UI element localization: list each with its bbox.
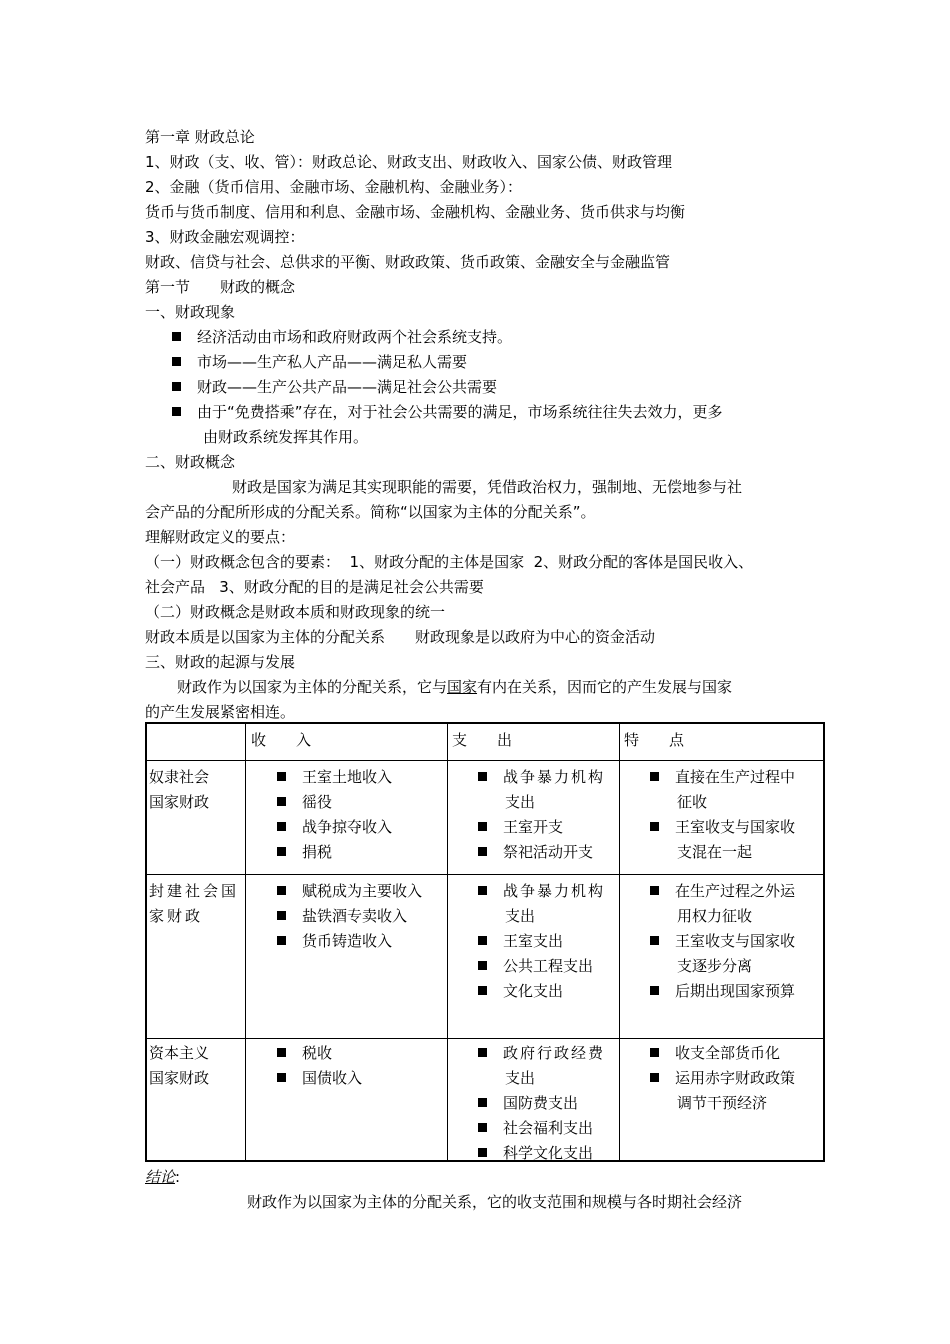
- table-item: 盐铁酒专卖收入: [277, 904, 407, 929]
- table-item: 货币铸造收入: [277, 929, 392, 954]
- bullet-square-icon: [478, 986, 487, 995]
- bullet-square-icon: [478, 772, 487, 781]
- text-line: （二）财政概念是财政本质和财政现象的统一: [145, 603, 446, 621]
- table-item: 支出: [505, 907, 536, 925]
- bullet-square-icon: [650, 822, 659, 831]
- table-item: 税收: [277, 1041, 332, 1066]
- text-line: 1、财政（支、收、管）：财政总论、财政支出、财政收入、国家公债、财政管理: [145, 153, 673, 171]
- table-item: 科学文化支出: [478, 1141, 593, 1166]
- table-item: 直接在生产过程中: [650, 765, 795, 790]
- table-item: 王室开支: [478, 815, 563, 840]
- bullet-item: 财政——生产公共产品——满足社会公共需要: [172, 378, 497, 396]
- text-line: 2、金融（货币信用、金融市场、金融机构、金融业务）：: [145, 178, 523, 196]
- text-line: 社会产品 3、财政分配的目的是满足社会公共需要: [145, 578, 484, 596]
- bullet-item: 经济活动由市场和政府财政两个社会系统支持。: [172, 328, 512, 346]
- bullet-square-icon: [478, 1123, 487, 1132]
- bullet-square-icon: [277, 772, 286, 781]
- table-item: 文化支出: [478, 979, 563, 1004]
- table-item: 征收: [677, 793, 708, 811]
- bullet-square-icon: [277, 936, 286, 945]
- bullet-square-icon: [172, 407, 181, 416]
- table-item: 社会福利支出: [478, 1116, 593, 1141]
- column-header: 特 点: [624, 731, 685, 749]
- table-item: 战争暴力机构: [478, 879, 605, 904]
- heading: 二、财政概念: [145, 453, 236, 471]
- text-line: 财政是国家为满足其实现职能的需要，凭借政治权力，强制地、无偿地参与社: [232, 478, 743, 496]
- bullet-square-icon: [277, 911, 286, 920]
- table-item: 捐税: [277, 840, 332, 865]
- table-item: 战争掠夺收入: [277, 815, 392, 840]
- bullet-continuation: 由财政系统发挥其作用。: [203, 428, 369, 446]
- table-item: 战争暴力机构: [478, 765, 605, 790]
- text-line: 3、财政金融宏观调控：: [145, 228, 305, 246]
- text-line: 财政、信贷与社会、总供求的平衡、财政政策、货币政策、金融安全与金融监管: [145, 253, 671, 271]
- text-line: 财政作为以国家为主体的分配关系，它与国家有内在关系，因而它的产生发展与国家: [177, 678, 733, 696]
- bullet-square-icon: [277, 886, 286, 895]
- table-item: 徭役: [277, 790, 332, 815]
- bullet-square-icon: [277, 1073, 286, 1082]
- bullet-square-icon: [277, 797, 286, 806]
- bullet-square-icon: [277, 847, 286, 856]
- bullet-item: 由于“免费搭乘”存在，对于社会公共需要的满足，市场系统往往失去效力，更多: [172, 403, 723, 421]
- bullet-square-icon: [478, 936, 487, 945]
- text-line: 财政作为以国家为主体的分配关系，它的收支范围和规模与各时期社会经济: [247, 1193, 743, 1211]
- row-label: 资本主义 国家财政: [149, 1044, 210, 1087]
- bullet-square-icon: [172, 332, 181, 341]
- column-header: 收 入: [251, 731, 312, 749]
- bullet-square-icon: [650, 886, 659, 895]
- row-label: 封建社会国 家财政: [149, 882, 240, 925]
- table-item: 国债收入: [277, 1066, 362, 1091]
- bullet-square-icon: [478, 822, 487, 831]
- table-item: 王室收支与国家收: [650, 815, 795, 840]
- table-item: 支逐步分离: [677, 957, 753, 975]
- text-line: （一）财政概念包含的要素： 1、财政分配的主体是国家 2、财政分配的客体是国民收入、: [145, 553, 754, 571]
- text-line: 理解财政定义的要点：: [145, 528, 296, 546]
- bullet-square-icon: [478, 886, 487, 895]
- chapter-title: 第一章 财政总论: [145, 128, 255, 146]
- table-item: 收支全部货币化: [650, 1041, 780, 1066]
- table-item: 王室支出: [478, 929, 563, 954]
- conclusion-label: 结论:: [145, 1168, 181, 1186]
- bullet-square-icon: [478, 1048, 487, 1057]
- table-item: 王室土地收入: [277, 765, 392, 790]
- table-item: 运用赤字财政政策: [650, 1066, 795, 1091]
- bullet-item: 市场——生产私人产品——满足私人需要: [172, 353, 467, 371]
- finance-history-table: [145, 722, 825, 1162]
- table-item: 王室收支与国家收: [650, 929, 795, 954]
- bullet-square-icon: [650, 772, 659, 781]
- heading: 三、财政的起源与发展: [145, 653, 296, 671]
- row-label: 奴隶社会 国家财政: [149, 768, 210, 811]
- column-header: 支 出: [452, 731, 513, 749]
- table-item: 支出: [505, 793, 536, 811]
- bullet-square-icon: [478, 961, 487, 970]
- table-item: 后期出现国家预算: [650, 979, 795, 1004]
- bullet-square-icon: [478, 1098, 487, 1107]
- table-item: 支混在一起: [677, 843, 753, 861]
- table-item: 调节干预经济: [677, 1094, 768, 1112]
- table-item: 公共工程支出: [478, 954, 593, 979]
- section-title: 第一节 财政的概念: [145, 278, 296, 296]
- heading: 一、财政现象: [145, 303, 236, 321]
- bullet-square-icon: [650, 1073, 659, 1082]
- bullet-square-icon: [650, 986, 659, 995]
- text-line: 货币与货币制度、信用和利息、金融市场、金融机构、金融业务、货币供求与均衡: [145, 203, 686, 221]
- table-item: 祭祀活动开支: [478, 840, 593, 865]
- text-line: 会产品的分配所形成的分配关系。简称“以国家为主体的分配关系”。: [145, 503, 596, 521]
- bullet-square-icon: [478, 847, 487, 856]
- table-item: 在生产过程之外运: [650, 879, 795, 904]
- text-line: 财政本质是以国家为主体的分配关系 财政现象是以政府为中心的资金活动: [145, 628, 656, 646]
- table-item: 支出: [505, 1069, 536, 1087]
- bullet-square-icon: [172, 357, 181, 366]
- bullet-square-icon: [172, 382, 181, 391]
- table-item: 赋税成为主要收入: [277, 879, 422, 904]
- bullet-square-icon: [277, 822, 286, 831]
- bullet-square-icon: [277, 1048, 286, 1057]
- bullet-square-icon: [650, 1048, 659, 1057]
- table-item: 国防费支出: [478, 1091, 578, 1116]
- bullet-square-icon: [478, 1148, 487, 1157]
- table-item: 政府行政经费: [478, 1041, 605, 1066]
- bullet-square-icon: [650, 936, 659, 945]
- table-item: 用权力征收: [677, 907, 753, 925]
- text-line: 的产生发展紧密相连。: [145, 703, 296, 721]
